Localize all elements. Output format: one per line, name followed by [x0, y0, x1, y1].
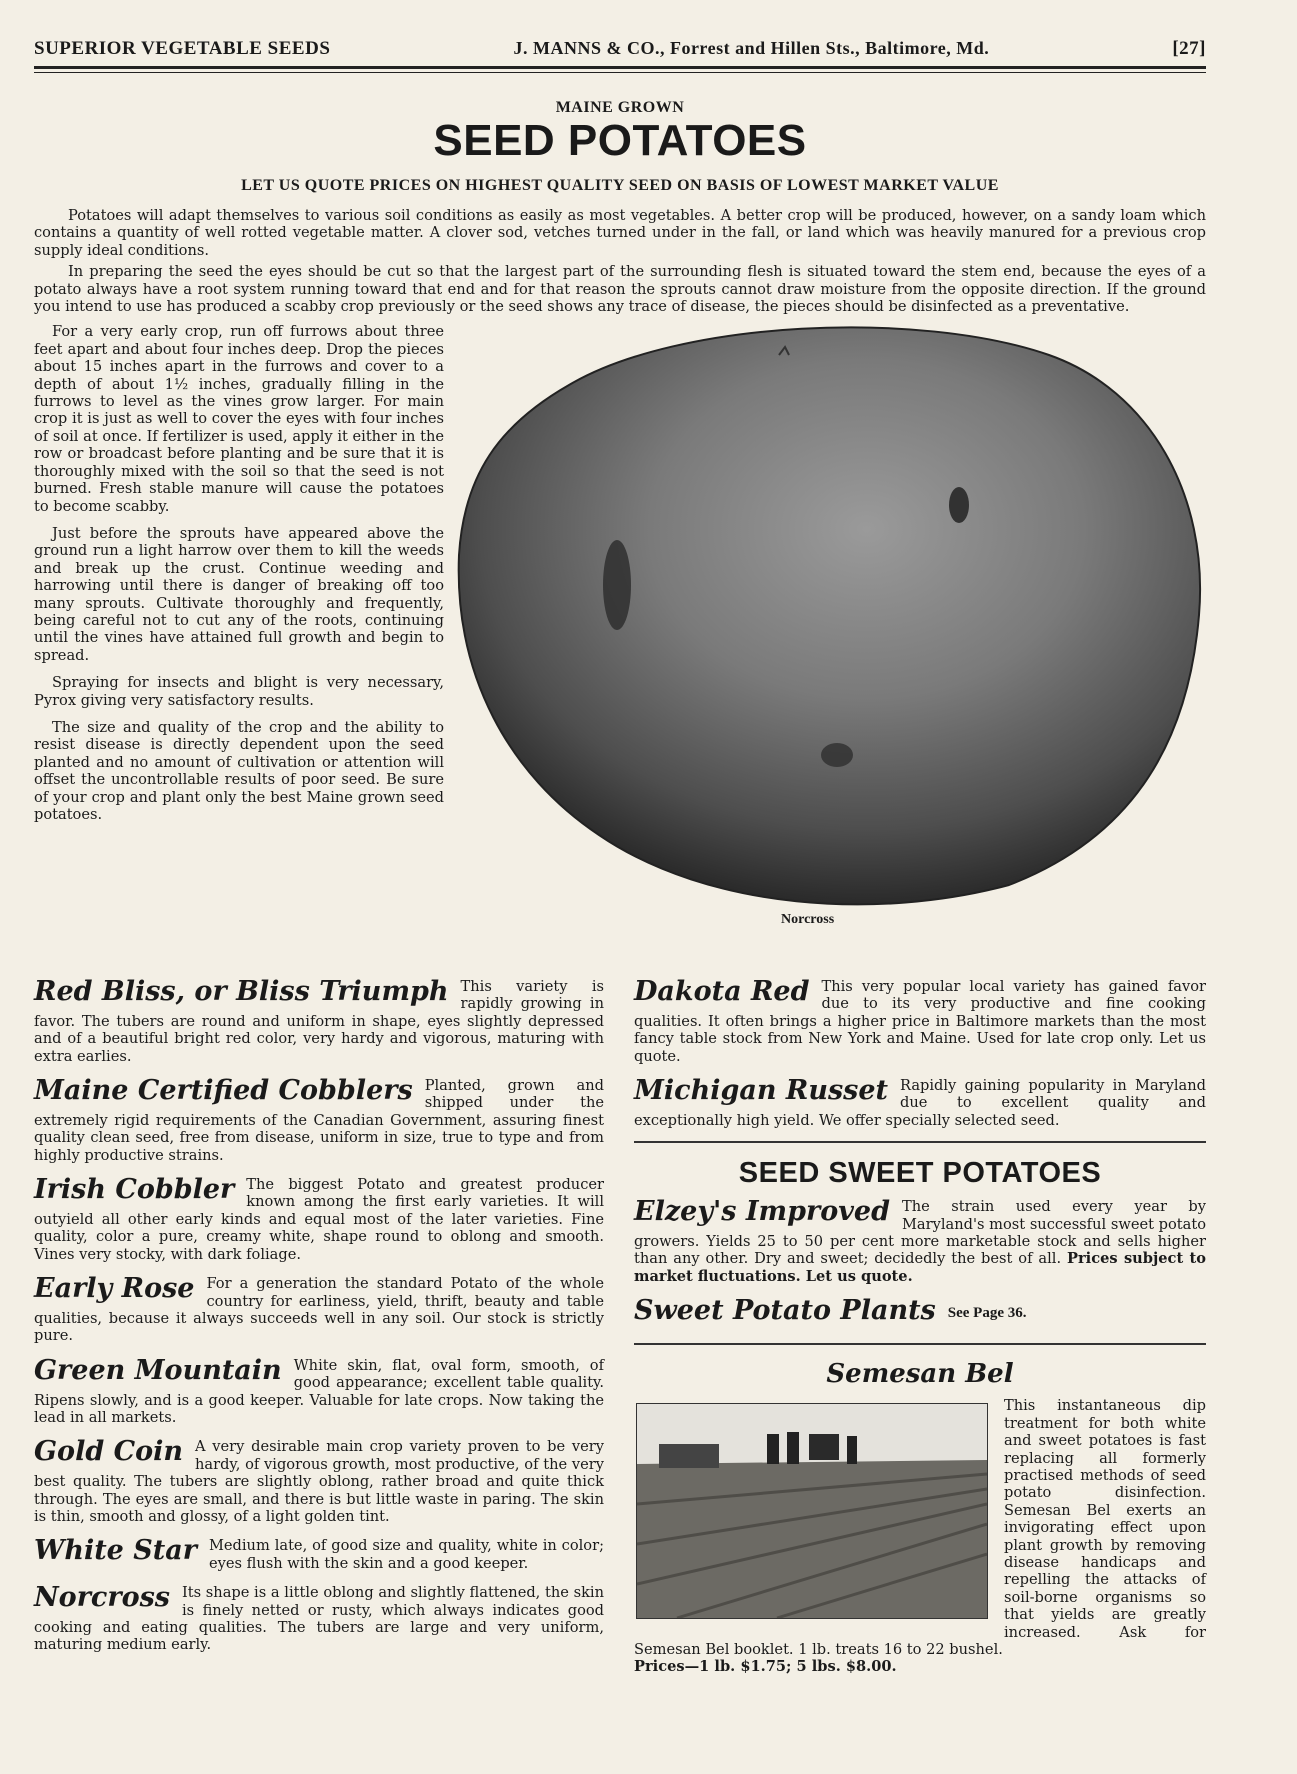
catalog-page	[34, 38, 1206, 935]
variety-entry	[34, 1077, 604, 1164]
variety-text: Its shape is a little oblong and slightly flattened, the skin is finely netted or rusty, which always indicates good cooking and eating qualities. The tubers are large and very uniform, maturing medium early.	[34, 1584, 604, 1654]
variety-entry	[34, 1354, 604, 1427]
variety-entry	[34, 1438, 604, 1525]
variety-text: Planted, grown and shipped under the extremely rigid requirements of the Canadian Government, assuring finest quality clean seed, free from disease, uniform in size, true to type and from highly productive strains.	[34, 1077, 604, 1164]
header-left: SUPERIOR VEGETABLE SEEDS	[34, 38, 331, 59]
variety-entry	[34, 1176, 604, 1263]
semesan-block	[634, 1397, 1206, 1676]
variety-name: Red Bliss, or Bliss Triumph	[34, 976, 449, 1007]
variety-text: White skin, flat, oval form, smooth, of good appearance; excellent table quality. Ripens slowly, and is a good keeper. Valuable for late crops. Now taking the lead in all markets.	[34, 1356, 604, 1426]
variety-text: For a generation the standard Potato of the whole country for earliness, yield, thrift, beauty and table qualities, because it always succeeds well in any soil. Our stock is strictly pure.	[34, 1275, 604, 1345]
culture-paragraph: For a very early crop, run off furrows about three feet apart and about four inches deep. Drop the pieces about 15 inches apart in the furrows and cover to a depth of about 1½ inches, gradually filling in the furrows to level as the vines grow larger. For main crop it is just as well to cover the eyes with four inches of soil at once. If fertilizer is used, apply it either in the row or broadcast before planting and be sure that it is thoroughly mixed with the soil so that the seed is not burned. Fresh stable manure will cause the potatoes to become scabby.	[34, 323, 444, 515]
header-center: J. MANNS & CO., Forrest and Hillen Sts., Baltimore, Md.	[513, 38, 990, 58]
culture-column	[34, 323, 444, 833]
semesan-text: This instantaneous dip treatment for both white and sweet potatoes is fast replacing all formerly practised methods of seed potato disinfection. Semesan Bel exerts an invigorating effect upon plant growth by removing disease handicaps and repelling the attacks of soil-borne organisms so that yields are greatly increased. Ask for Semesan Bel booklet. 1 lb. treats 16 to 22 bushel.	[634, 1397, 1206, 1658]
variety-text: Medium late, of good size and quality, white in color; eyes flush with the skin and a good keeper.	[208, 1537, 604, 1572]
culture-paragraph: Just before the sprouts have appeared above the ground run a light harrow over them to kill the weeds and break up the crust. Continue weeding and harrowing until there is danger of breaking off too many sprouts. Cultivate thoroughly and frequently, being careful not to cut any of the roots, continuing until the vines have attained full growth and begin to spread.	[34, 524, 444, 664]
variety-name: Early Rose	[34, 1273, 195, 1305]
variety-text: This variety is rapidly growing in favor. The tubers are round and uniform in shape, eyes slightly depressed and of a beautiful bright red color, very hardy and vigorous, maturing with extra earlies.	[34, 978, 604, 1065]
culture-section	[34, 323, 1206, 935]
variety-entry	[634, 978, 1206, 1065]
variety-price-note: Prices subject to market fluctuations. Let us quote.	[634, 1250, 1207, 1285]
variety-name: Elzey's Improved	[634, 1196, 890, 1228]
section-rule	[634, 1343, 1206, 1345]
culture-paragraph: The size and quality of the crop and the ability to resist disease is directly dependent upon the seed planted and no amount of cultivation or attention will offset the uncontrollable results of poor seed. Be sure of your crop and plant only the best Maine grown seed potatoes.	[34, 718, 444, 823]
culture-paragraph: Spraying for insects and blight is very necessary, Pyrox giving very satisfactory results.	[34, 674, 444, 709]
variety-text: A very desirable main crop variety proven to be very hardy, of vigorous growth, most productive, of the very best quality. The tubers are slightly oblong, rather broad and quite thick through. The eyes are small, and there is but little waste in paring. The skin is thin, smooth and glossy, of a light golden tint.	[34, 1438, 604, 1525]
page-number: [27]	[1172, 38, 1206, 59]
variety-name: Maine Certified Cobblers	[34, 1075, 413, 1107]
semesan-prices: Prices—1 lb. $1.75; 5 lbs. $8.00.	[634, 1658, 897, 1676]
variety-text: This very popular local variety has gained favor due to its very productive and fine cooking qualities. It often brings a higher price in Baltimore markets than the most fancy table stock from New York and Maine. Used for late crop only. Let us quote.	[634, 978, 1206, 1065]
variety-name: Michigan Russet	[634, 1075, 888, 1107]
intro-paragraph: In preparing the seed the eyes should be cut so that the largest part of the surrounding flesh is situated toward the stem end, because the eyes of a potato always have a root system running toward that end and for that reason the sprouts cannot draw moisture from the opposite direction. If the ground you intend to use has produced a scabby crop previously or the seed shows any trace of disease, the pieces should be disinfected as a preventative.	[34, 263, 1206, 316]
field-illustration	[637, 1404, 987, 1618]
sweet-potatoes-title: SEED SWEET POTATOES	[738, 1157, 1102, 1190]
section-rule	[634, 1141, 1206, 1143]
variety-entry	[34, 1584, 604, 1654]
variety-name: Green Mountain	[34, 1354, 282, 1386]
variety-entry	[34, 1537, 604, 1572]
variety-name: White Star	[34, 1535, 197, 1567]
intro-paragraph: Potatoes will adapt themselves to various soil conditions as easily as most vegetables. A better crop will be produced, however, on a sandy loam which contains a quantity of well rotted vegetable matter. A clover sod, vetches turned under in the fall, or land which was heavily manured for a previous crop supply ideal conditions.	[34, 207, 1206, 259]
variety-name: Dakota Red	[634, 976, 810, 1007]
variety-entry	[34, 978, 604, 1065]
variety-text: Rapidly gaining popularity in Maryland due to excellent quality and exceptionally high yield. We offer specially selected seed.	[634, 1077, 1206, 1129]
intro	[34, 207, 1206, 315]
varieties-left	[34, 978, 604, 1666]
variety-entry	[34, 1275, 604, 1345]
variety-text: The biggest Potato and greatest producer known among the first early varieties. It will outyield all other early kinds and equal most of the later varieties. Fine quality, color a pure, creamy white, shape round to oblong and smooth. Vines very stocky, with dark foliage.	[34, 1176, 604, 1263]
photo-caption: Norcross	[781, 912, 835, 928]
variety-entry	[634, 1077, 1206, 1129]
variety-name: Sweet Potato Plants	[634, 1295, 936, 1327]
see-page-ref: See Page 36.	[947, 1305, 1027, 1322]
sweet-potato-plants	[634, 1297, 1206, 1329]
varieties-right	[634, 978, 1206, 1676]
semesan-title: Semesan Bel	[826, 1359, 1014, 1390]
variety-entry	[634, 1198, 1206, 1285]
variety-name: Norcross	[34, 1582, 170, 1614]
page-title: SEED POTATOES	[433, 116, 807, 165]
potato-photo	[449, 315, 1211, 907]
variety-text: The strain used every year by Maryland's most successful sweet potato growers. Yields 25 to 50 per cent more marketable stock and sells higher than any other. Dry and sweet; decidedly the best of all.	[634, 1198, 1206, 1268]
kicker: MAINE GROWN	[555, 99, 685, 116]
subtitle: LET US QUOTE PRICES ON HIGHEST QUALITY SEED ON BASIS OF LOWEST MARKET VALUE	[241, 177, 999, 194]
potato-illustration	[449, 315, 1211, 907]
variety-name: Gold Coin	[34, 1436, 183, 1468]
header-rule	[34, 66, 1206, 73]
page-header	[34, 38, 1206, 60]
field-photo	[636, 1403, 988, 1619]
variety-name: Irish Cobbler	[34, 1174, 235, 1206]
